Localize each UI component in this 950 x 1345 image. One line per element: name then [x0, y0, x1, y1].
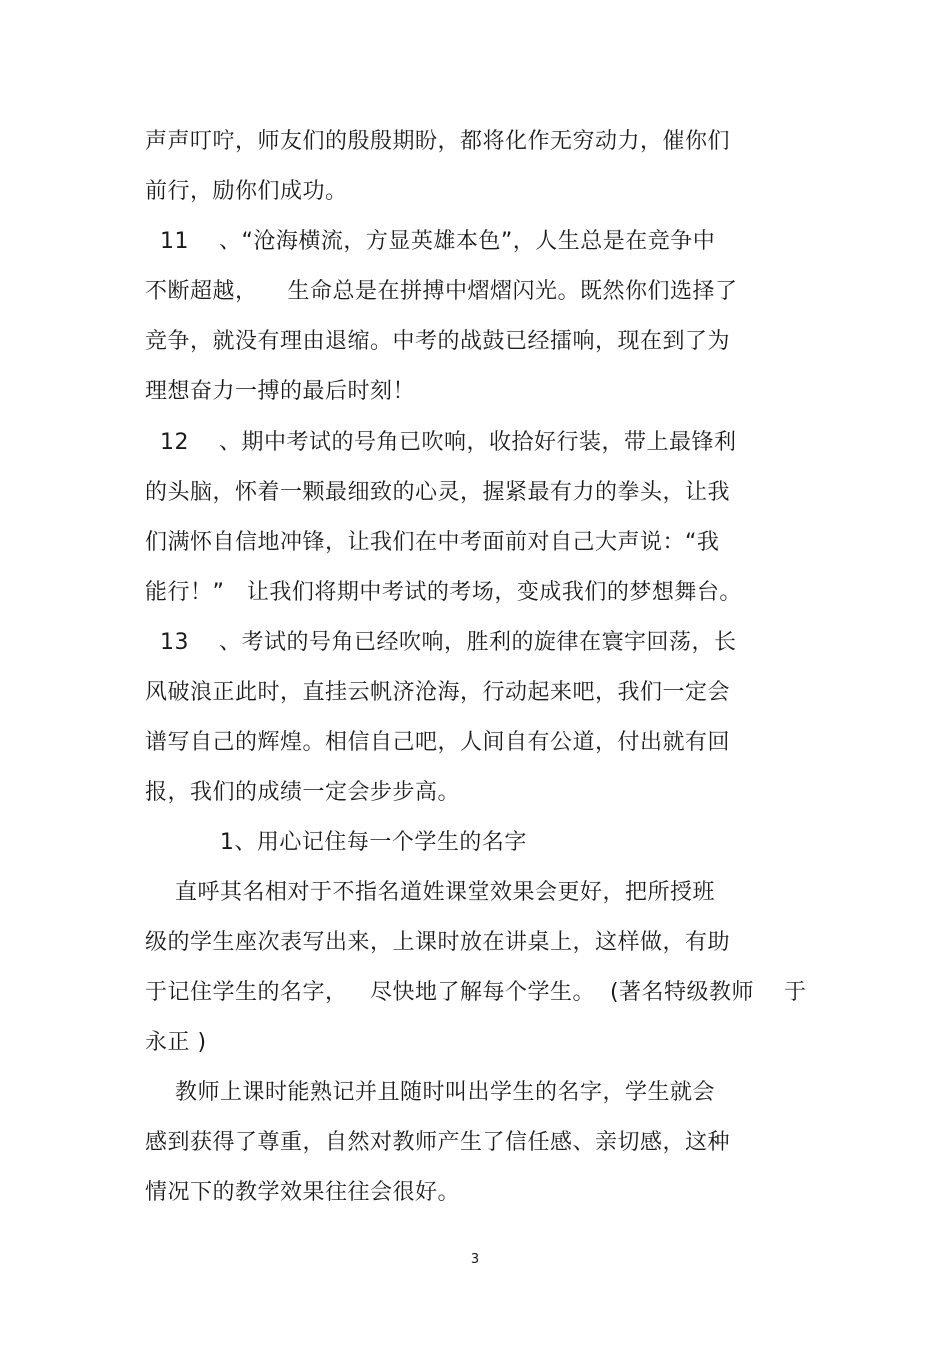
text-line: 报，我们的成绩一定会步步高。 [145, 780, 461, 805]
text-line: 不断超越， 生命总是在拼搏中熠熠闪光。既然你们选择了 [145, 279, 738, 304]
text-line: 能行！” 让我们将期中考试的考场，变成我们的梦想舞台。 [145, 580, 742, 605]
text-line: 教师上课时能熟记并且随时叫出学生的名字，学生就会 [145, 1080, 715, 1105]
text-line: 风破浪正此时，直挂云帆济沧海，行动起来吧，我们一定会 [145, 680, 731, 705]
text-line: 的头脑，怀着一颗最细致的心灵，握紧最有力的拳头，让我 [145, 480, 731, 505]
text-line: 永正 ) [145, 1030, 207, 1055]
text-line: 12 、期中考试的号角已吹响，收拾好行装，带上最锋利 [145, 430, 737, 455]
text-line: 前行，励你们成功。 [145, 179, 348, 204]
text-line: 情况下的教学效果往往会很好。 [145, 1180, 461, 1205]
text-line: 11 、“沧海横流，方显英雄本色”，人生总是在竞争中 [145, 229, 716, 254]
text-line: 于记住学生的名字， 尽快地了解每个学生。 (著名特级教师 于 [145, 980, 807, 1005]
page-number: 3 [470, 1252, 480, 1267]
text-line: 谱写自己的辉煌。相信自己吧，人间自有公道，付出就有回 [145, 730, 731, 755]
text-line: 直呼其名相对于不指名道姓课堂效果会更好，把所授班 [145, 880, 715, 905]
section-heading: 1、用心记住每一个学生的名字 [145, 830, 527, 855]
text-line: 竞争，就没有理由退缩。中考的战鼓已经擂响，现在到了为 [145, 329, 731, 354]
text-line: 感到获得了尊重，自然对教师产生了信任感、亲切感，这种 [145, 1130, 731, 1155]
text-line: 13 、考试的号角已经吹响，胜利的旋律在寰宇回荡，长 [145, 630, 737, 655]
text-line: 级的学生座次表写出来，上课时放在讲桌上，这样做，有助 [145, 930, 731, 955]
text-line: 声声叮咛，师友们的殷殷期盼，都将化作无穷动力，催你们 [145, 129, 731, 154]
text-line: 们满怀自信地冲锋，让我们在中考面前对自己大声说：“我 [145, 530, 720, 555]
text-line: 理想奋力一搏的最后时刻！ [145, 379, 416, 404]
